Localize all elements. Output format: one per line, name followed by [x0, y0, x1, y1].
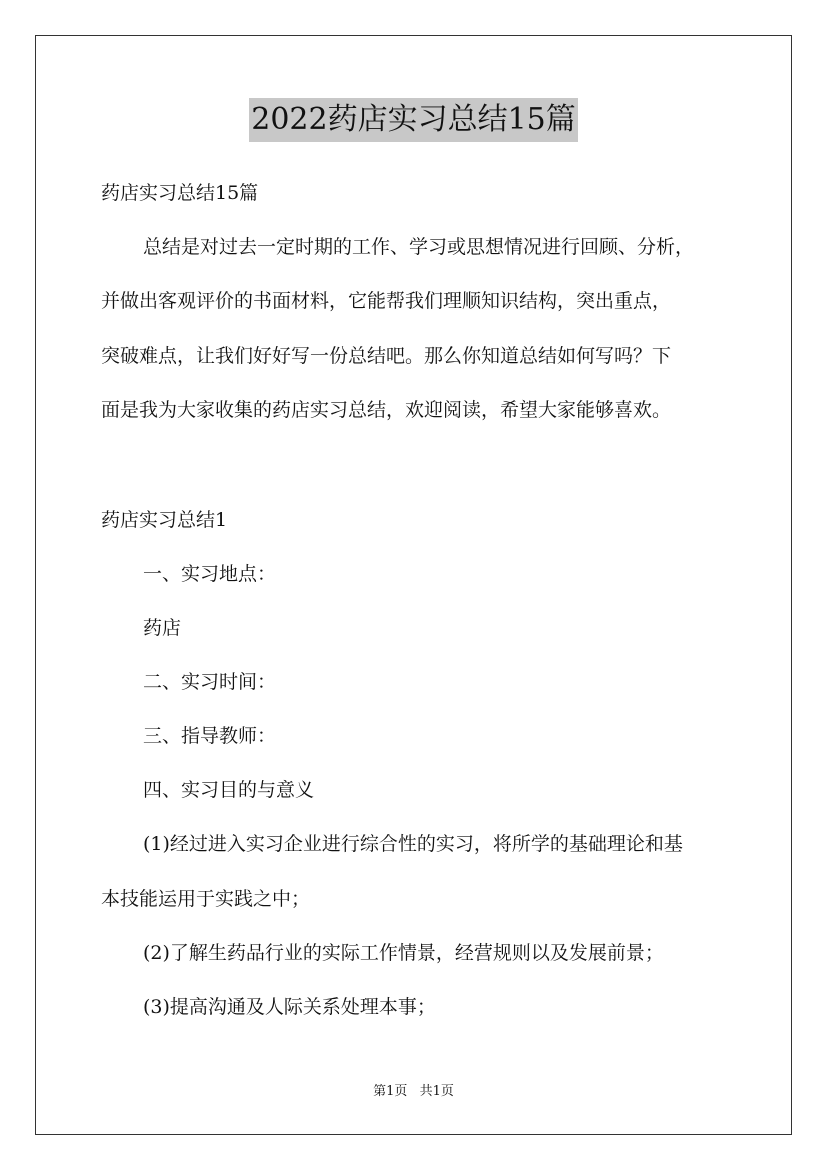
intro-line-3: 突破难点，让我们好好写一份总结吧。那么你知道总结如何写吗？下: [101, 345, 672, 367]
page-current: 第1页: [373, 1084, 408, 1099]
page-total: 共1页: [419, 1084, 454, 1099]
purpose-item-1-line-1: (1)经过进入实习企业进行综合性的实习，将所学的基础理论和基: [143, 833, 683, 855]
teacher-label: 三、指导教师：: [143, 725, 277, 747]
time-label: 二、实习时间：: [143, 671, 277, 693]
place-value: 药店: [143, 617, 182, 639]
title-wrap: [0, 98, 827, 142]
purpose-label: 四、实习目的与意义: [143, 779, 315, 801]
place-label: 一、实习地点：: [143, 563, 277, 585]
page-footer: [0, 1084, 827, 1100]
section-heading: 药店实习总结1: [101, 509, 228, 531]
document-subtitle: 药店实习总结15篇: [101, 182, 259, 204]
purpose-item-3: (3)提高沟通及人际关系处理本事；: [143, 996, 436, 1018]
purpose-item-2: (2)了解生药品行业的实际工作情景，经营规则以及发展前景；: [143, 942, 664, 964]
intro-line-2: 并做出客观评价的书面材料，它能帮我们理顺知识结构，突出重点，: [101, 290, 672, 312]
intro-line-1: 总结是对过去一定时期的工作、学习或思想情况进行回顾、分析，: [143, 236, 695, 258]
purpose-item-1-line-2: 本技能运用于实践之中；: [101, 888, 311, 910]
intro-line-4: 面是我为大家收集的药店实习总结，欢迎阅读，希望大家能够喜欢。: [101, 399, 672, 421]
document-title: 2022药店实习总结15篇: [249, 98, 578, 142]
